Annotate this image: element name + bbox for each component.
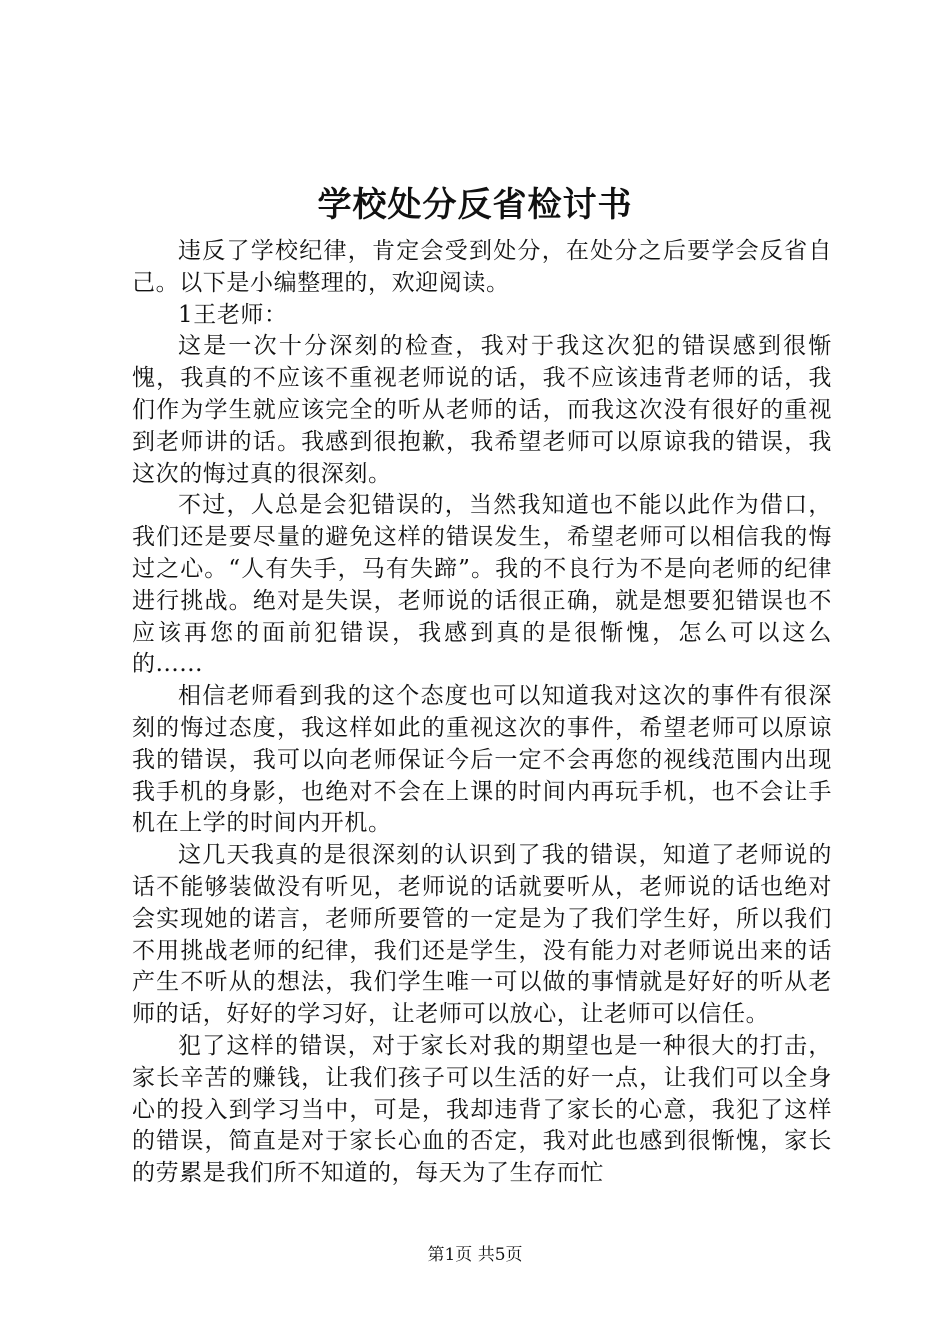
paragraph-4: 这几天我真的是很深刻的认识到了我的错误，知道了老师说的话不能够装做没有听见，老师说的话就要听从，老师说的话也绝对会实现她的诺言，老师所要管的一定是为了我们学生好，所以我们不用挑战老师的纪律，我们还是学生，没有能力对老师说出来的话产生不听从的想法，我们学生唯一可以做的事情就是好好的听从老师的话，好好的学习好，让老师可以放心，让老师可以信任。: [132, 842, 832, 1028]
paragraph-salutation: 1王老师：: [178, 301, 288, 328]
paragraph-5: 犯了这样的错误，对于家长对我的期望也是一种很大的打击，家长辛苦的赚钱，让我们孩子可以生活的好一点，让我们可以全身心的投入到学习当中，可是，我却违背了家长的心意，我犯了这样的错误，简直是对于家长心血的否定，我对此也感到很惭愧，家长的劳累是我们所不知道的，每天为了生存而忙: [132, 1032, 832, 1187]
paragraph-intro: 违反了学校纪律，肯定会受到处分，在处分之后要学会反省自己。以下是小编整理的，欢迎阅读。: [132, 238, 832, 296]
document-title: 学校处分反省检讨书: [317, 185, 633, 225]
paragraph-3: 相信老师看到我的这个态度也可以知道我对这次的事件有很深刻的悔过态度，我这样如此的重视这次的事件，希望老师可以原谅我的错误，我可以向老师保证今后一定不会再您的视线范围内出现我手机的身影，也绝对不会在上课的时间内再玩手机，也不会让手机在上学的时间内开机。: [132, 683, 832, 837]
paragraph-1: 这是一次十分深刻的检查，我对于我这次犯的错误感到很惭愧，我真的不应该不重视老师说的话，我不应该违背老师的话，我们作为学生就应该完全的听从老师的话，而我这次没有很好的重视到老师讲的话。我感到很抱歉，我希望老师可以原谅我的错误，我这次的悔过真的很深刻。: [132, 333, 832, 487]
paragraph-2: 不过，人总是会犯错误的，当然我知道也不能以此作为借口，我们还是要尽量的避免这样的错误发生，希望老师可以相信我的悔过之心。“人有失手，马有失蹄”。我的不良行为不是向老师的纪律进行挑战。绝对是失误，老师说的话很正确，就是想要犯错误也不应该再您的面前犯错误，我感到真的是很惭愧，怎么可以这么的......: [132, 492, 832, 678]
page-number-footer: 第1页 共5页: [427, 1245, 523, 1265]
document-body: [132, 236, 832, 1190]
